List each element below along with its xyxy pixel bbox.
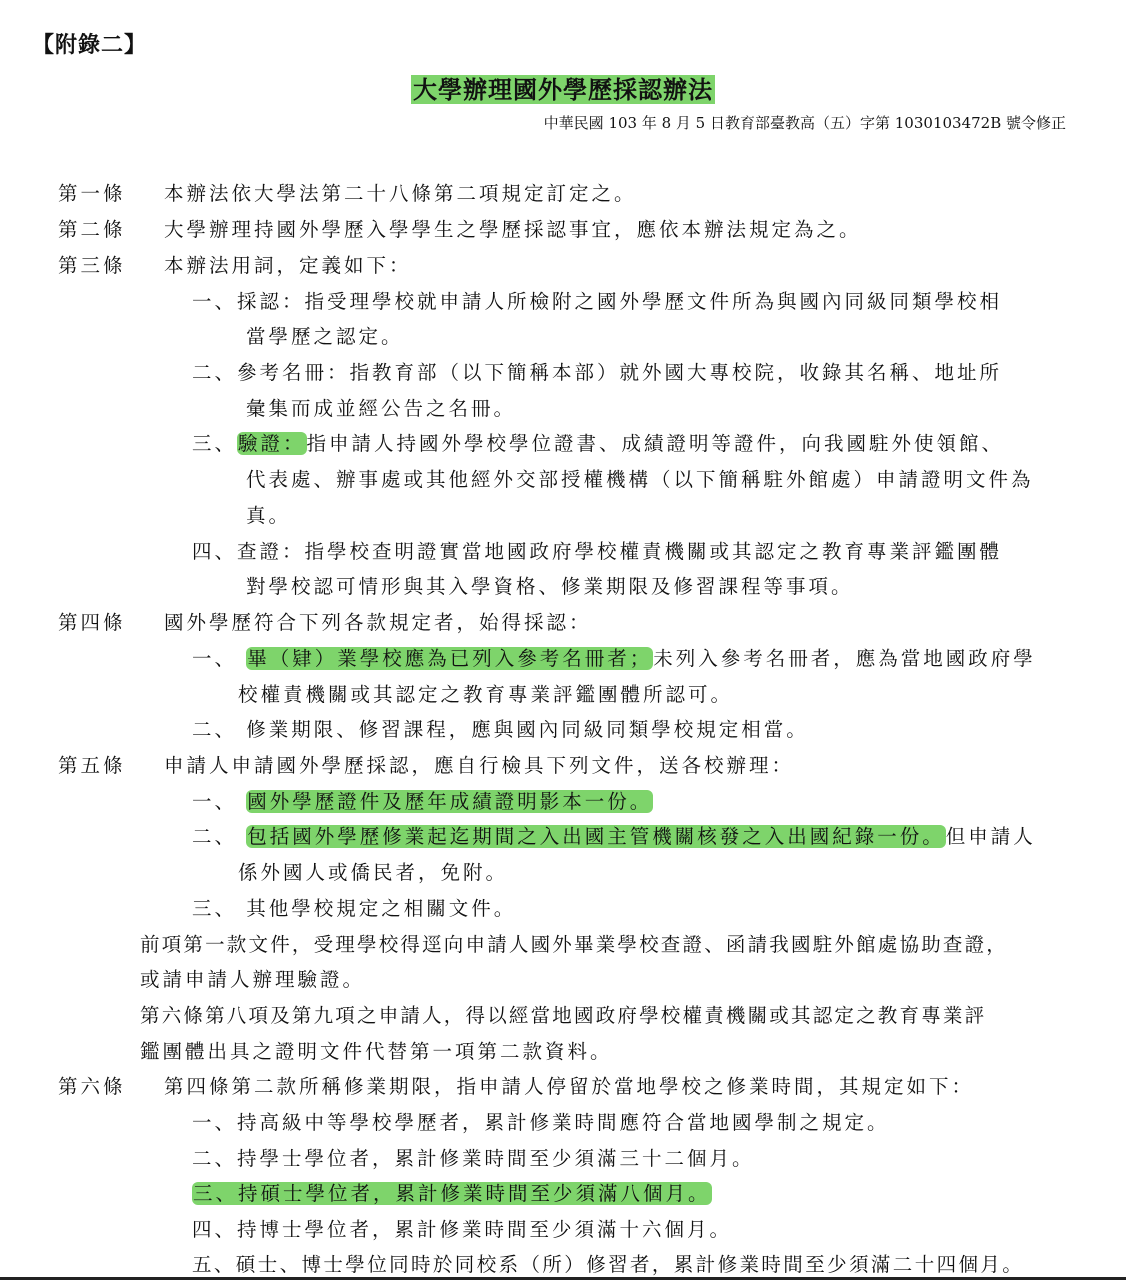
article-5-text: 申請人申請國外學歷採認，應自行檢具下列文件，送各校辦理： [164, 754, 795, 777]
article-6-item-1: 一、持高級中等學校學歷者，累計修業時間應符合當地國學制之規定。 [192, 1111, 890, 1134]
article-3-item-4-cont: 對學校認可情形與其入學資格、修業期限及修習課程等事項。 [246, 575, 854, 598]
article-3-item-4: 四、查證：指學校查明證實當地國政府學校權責機關或其認定之教育專業評鑑團體 [192, 540, 1003, 563]
article-3-item-1: 一、採認：指受理學校就申請人所檢附之國外學歷文件所為與國內同級同類學校相 [192, 290, 1003, 313]
article-2-number: 第二條 [58, 218, 126, 241]
article-6-item-4: 四、持博士學位者，累計修業時間至少須滿十六個月。 [192, 1218, 733, 1241]
item-text: 指申請人持國外學校學位證書、成績證明等證件，向我國駐外使領館、 [306, 432, 1005, 455]
article-3-item-1-cont: 當學歷之認定。 [246, 325, 404, 348]
item-prefix: 一、 [192, 647, 247, 670]
article-5-item-2 [192, 821, 1036, 849]
article-2-text: 大學辦理持國外學歷入學學生之學歷採認事宜，應依本辦法規定為之。 [164, 218, 862, 241]
article-3-text: 本辦法用詞，定義如下： [164, 254, 412, 277]
title-highlight: 大學辦理國外學歷採認辦法 [413, 75, 713, 104]
article-5-paragraph-2-cont: 鑑團體出具之證明文件代替第一項第二款資料。 [140, 1040, 613, 1063]
article-3-number: 第三條 [58, 254, 126, 277]
item-prefix: 二、 [192, 825, 247, 848]
article-3-item-3-cont2: 真。 [246, 504, 292, 527]
article-4-number: 第四條 [58, 611, 126, 634]
article-3-item-2: 二、參考名冊：指教育部（以下簡稱本部）就外國大專校院，收錄其名稱、地址所 [192, 361, 1003, 384]
article-6-item-2: 二、持學士學位者，累計修業時間至少須滿三十二個月。 [192, 1147, 755, 1170]
article-6-item-5: 五、碩士、博士學位同時於同校系（所）修習者，累計修業時間至少須滿二十四個月。 [192, 1253, 1025, 1276]
article-5-paragraph-2: 第六條第八項及第九項之申請人，得以經當地國政府學校權責機關或其認定之教育專業評 [140, 1004, 987, 1027]
article-1-text: 本辦法依大學法第二十八條第二項規定訂定之。 [164, 182, 637, 205]
article-3-item-3-cont: 代表處、辦事處或其他經外交部授權機構（以下簡稱駐外館處）申請證明文件為 [246, 468, 1034, 491]
item-text: 未列入參考名冊者，應為當地國政府學 [653, 647, 1036, 670]
item-text: 但申請人 [945, 825, 1036, 848]
article-5-number: 第五條 [58, 754, 126, 777]
appendix-label: 【附錄二】 [32, 32, 148, 58]
article-6-text: 第四條第二款所稱修業期限，指申請人停留於當地學校之修業時間，其規定如下： [164, 1075, 975, 1098]
article-4-item-2: 二、 修業期限、修習課程，應與國內同級同類學校規定相當。 [192, 718, 809, 741]
article-4-text: 國外學歷符合下列各款規定者，始得採認： [164, 611, 592, 634]
document-title [0, 70, 1126, 105]
highlight-entry-exit-record: 包括國外學歷修業起迄期間之入出國主管機關核發之入出國紀錄一份。 [247, 825, 945, 848]
article-3-item-2-cont: 彙集而成並經公告之名冊。 [246, 397, 517, 420]
item-prefix: 一、 [192, 790, 247, 813]
article-4-item-1-cont: 校權責機關或其認定之教育專業評鑑團體所認可。 [238, 683, 734, 706]
item-prefix: 三、 [192, 432, 238, 455]
article-5-paragraph-1: 前項第一款文件，受理學校得逕向申請人國外畢業學校查證、函請我國駐外館處協助查證， [140, 933, 1009, 956]
article-5-item-1 [192, 786, 653, 814]
article-5-paragraph-1-cont: 或請申請人辦理驗證。 [140, 968, 366, 991]
article-6-item-3 [192, 1178, 712, 1206]
article-5-item-3: 三、 其他學校規定之相關文件。 [192, 897, 517, 920]
article-1-number: 第一條 [58, 182, 126, 205]
article-4-item-1 [192, 643, 1036, 671]
article-6-number: 第六條 [58, 1075, 126, 1098]
highlight-listed-school: 畢（肄）業學校應為已列入參考名冊者； [247, 647, 653, 670]
article-3-item-3 [192, 428, 1004, 456]
highlight-transcripts: 國外學歷證件及歷年成績證明影本一份。 [247, 790, 653, 813]
article-5-item-2-cont: 係外國人或僑民者，免附。 [238, 861, 509, 884]
highlight-master-degree: 三、持碩士學位者，累計修業時間至少須滿八個月。 [193, 1182, 711, 1205]
highlight-verification: 驗證： [238, 432, 306, 455]
decree-note: 中華民國 103 年 8 月 5 日教育部臺教高（五）字第 1030103472B 號令修正 [543, 114, 1066, 132]
